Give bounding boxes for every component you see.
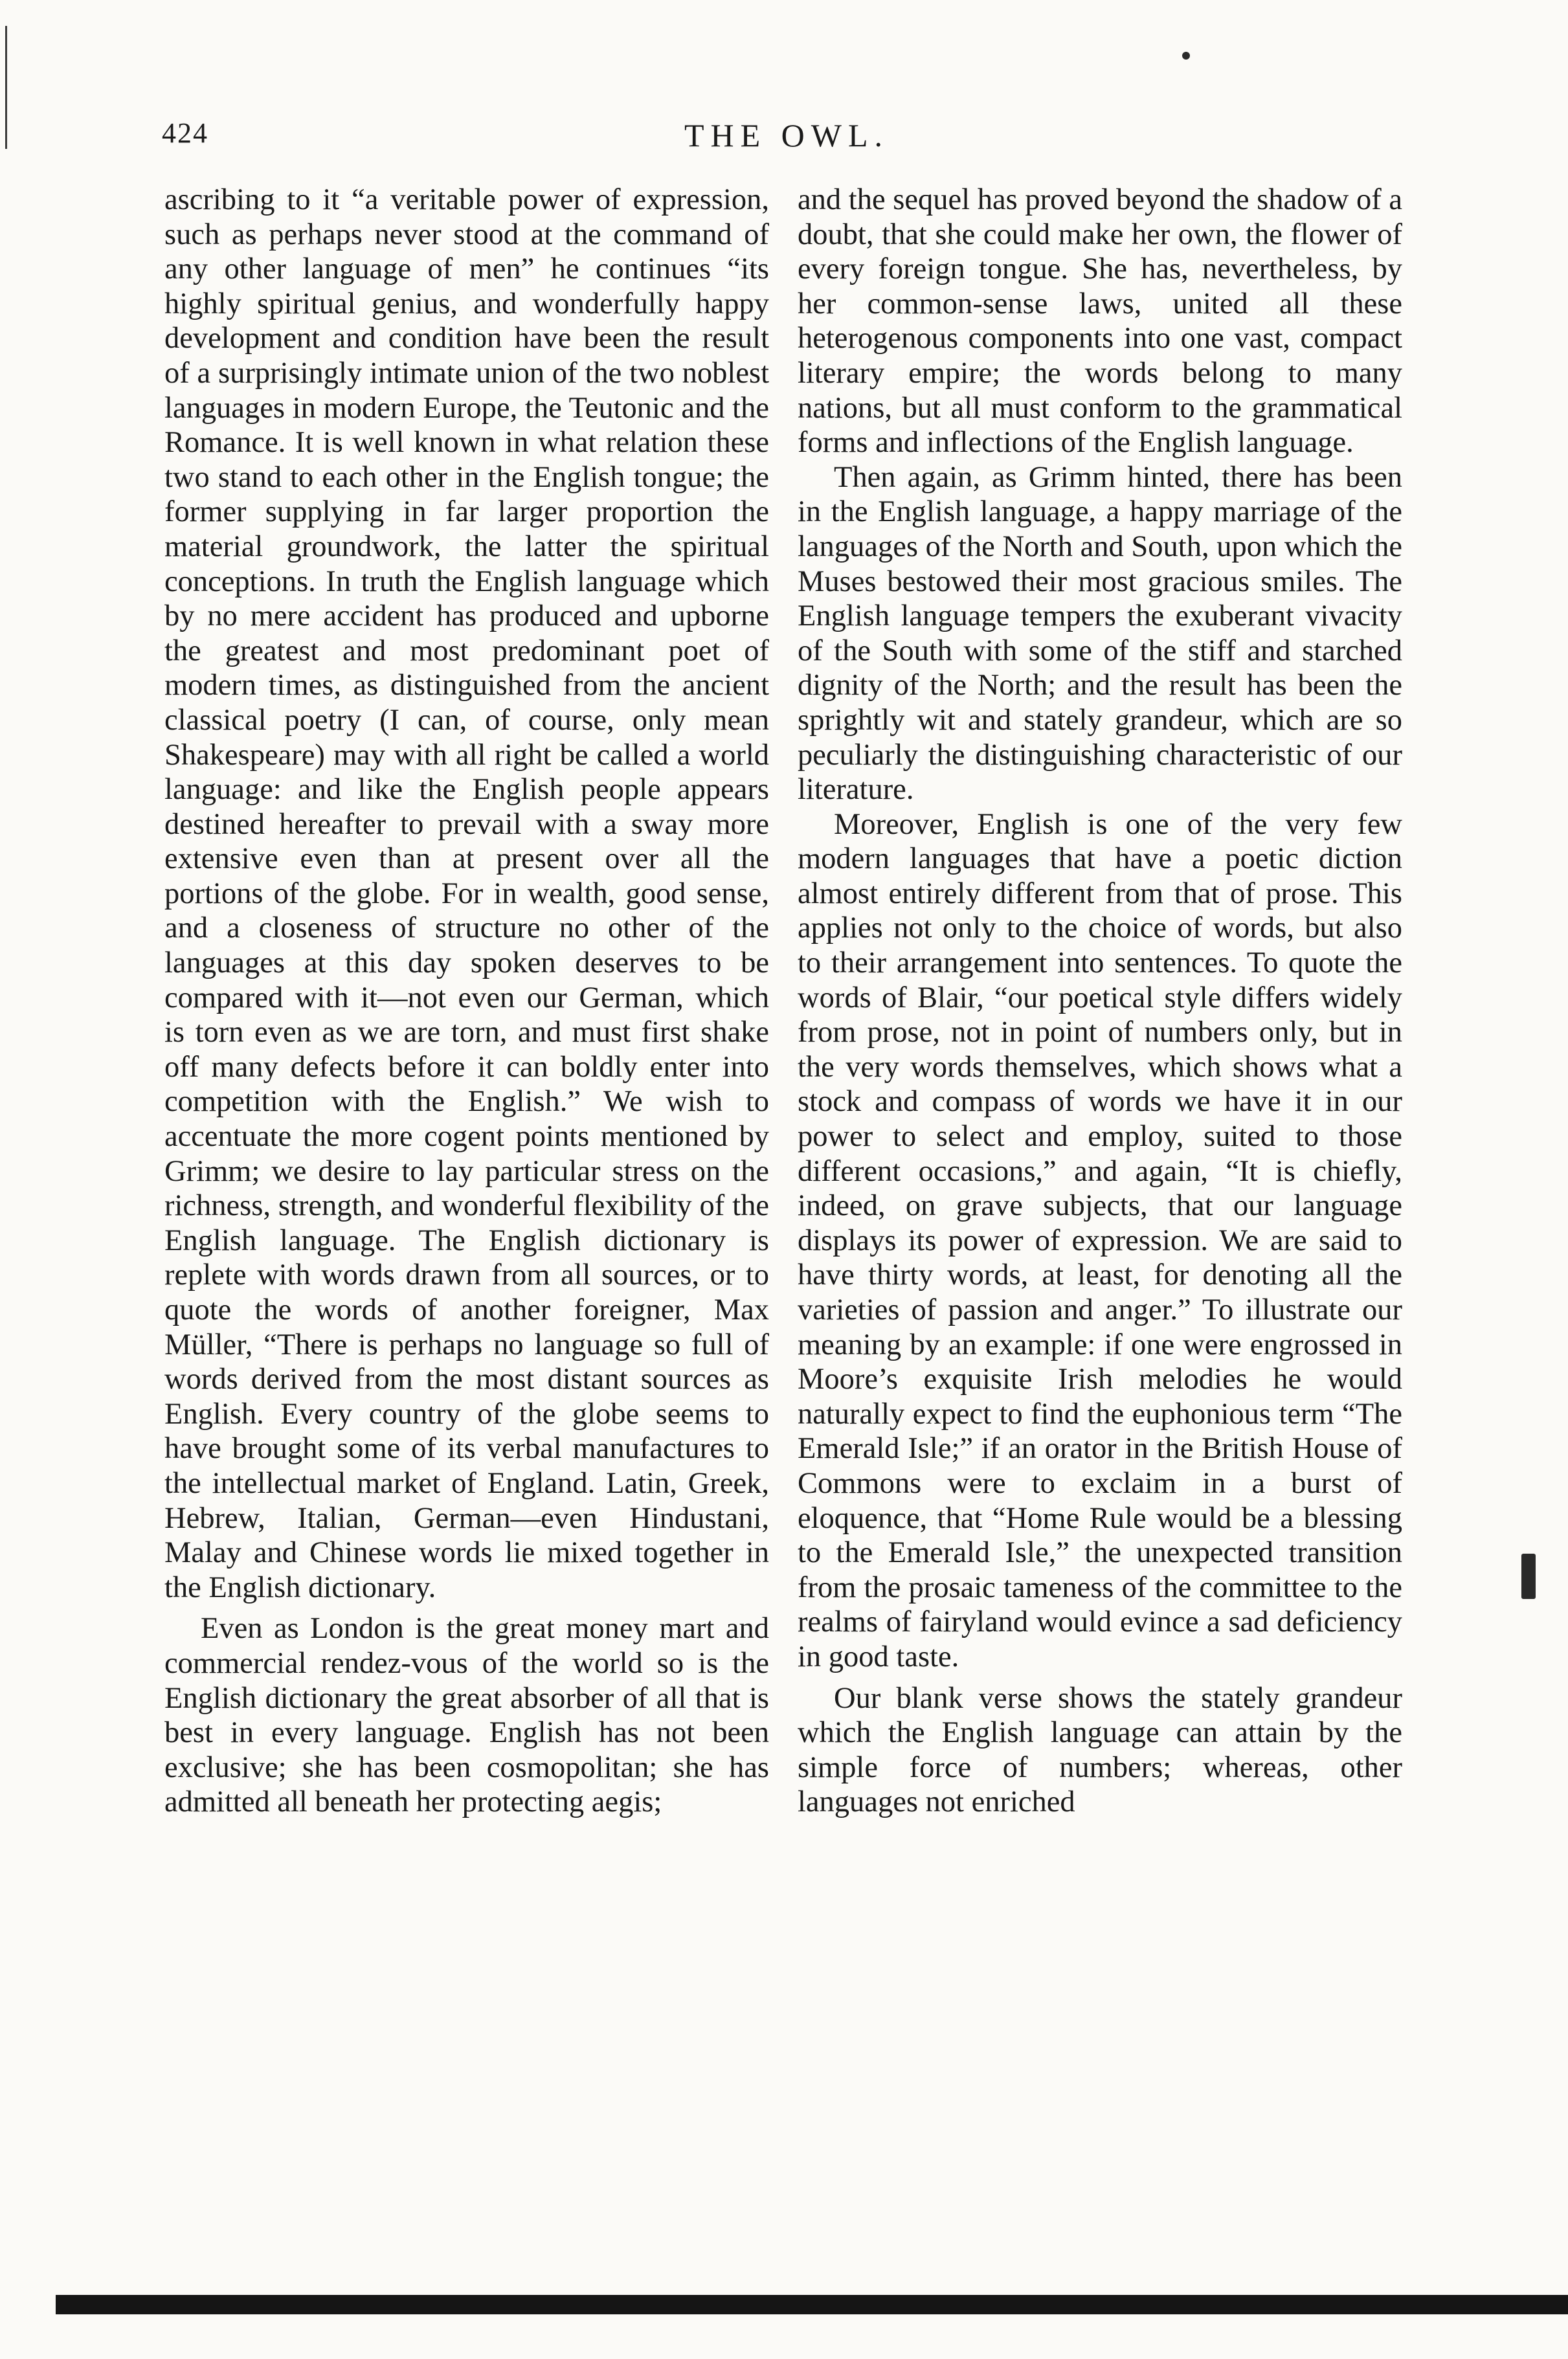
bottom-rule	[56, 2295, 1568, 2314]
page-number: 424	[162, 117, 208, 149]
paragraph: Moreover, English is one of the very few modern languages that have a poetic diction almost entirely different from that of prose. This applies not only to the choice of words, but also to their arrangement into sentences. To quote the words of Blair, “our poetical style differs widely from prose, not in point of numbers only, but in the very words themselves, which shows what a stock and compass of words we have it in our power to select and employ, suited to those different occasions,” and again, “It is chiefly, indeed, on grave subjects, that our language displays its power of expression. We are said to have thirty words, at least, for denoting all the varieties of passion and anger.” To illustrate our meaning by an example: if one were engrossed in Moore’s exquisite Irish melodies he would naturally expect to find the euphonious term “The Emerald Isle;” if an orator in the British House of Commons were to exclaim in a burst of eloquence, that “Home Rule would be a blessing to the Emerald Isle,” the unexpected transition from the prosaic tameness of the committee to the realms of fairyland would evince a sad deficiency in good taste.	[798, 807, 1402, 1673]
paragraph: Then again, as Grimm hinted, there has been in the English language, a happy marriage of the languages of the North and South, upon which the Muses bestowed their most gracious smiles. The English language tempers the exuberant vivacity of the South with some of the stiff and starched dignity of the North; and the result has been the sprightly wit and stately grandeur, which are so peculiarly the distinguishing characteristic of our literature.	[798, 460, 1402, 807]
paragraph: Our blank verse shows the stately grandeur which the English language can attain by the simple force of numbers; whereas, other languages not enriched	[798, 1681, 1402, 1819]
right-column	[798, 183, 1402, 1820]
running-title: THE OWL.	[684, 117, 890, 153]
paragraph: Even as London is the great money mart and commercial rendez-vous of the world so is the English dictionary the great absorber of all that is best in every language. English has not been exclusive; she has been cosmopolitan; she has admitted all beneath her protecting aegis;	[164, 1612, 769, 1819]
scan-speck	[1182, 52, 1190, 60]
scan-edge-mark	[1521, 1554, 1536, 1599]
scan-margin-mark	[5, 26, 7, 149]
left-column	[164, 183, 769, 1820]
paragraph: and the sequel has proved beyond the shadow of a doubt, that she could make her own, the flower of every foreign tongue. She has, nevertheless, by her common-sense laws, united all these heterogenous components into one vast, compact literary empire; the words belong to many nations, but all must conform to the grammatical forms and inflections of the English language.	[798, 183, 1402, 460]
page-header	[162, 110, 1411, 168]
paragraph: ascribing to it “a veritable power of expression, such as perhaps never stood at the command of any other language of men” he continues “its highly spiritual genius, and wonderfully happy development and condition have been the result of a surprisingly intimate union of the two noblest languages in modern Europe, the Teutonic and the Romance. It is well known in what relation these two stand to each other in the English tongue; the former supplying in far larger proportion the material groundwork, the latter the spiritual conceptions. In truth the English language which by no mere accident has produced and upborne the greatest and most predominant poet of modern times, as distinguished from the ancient classical poetry (I can, of course, only mean Shakespeare) may with all right be called a world language: and like the English people appears destined hereafter to prevail with a sway more extensive even than at present over all the portions of the globe. For in wealth, good sense, and a closeness of structure no other of the languages at this day spoken deserves to be compared with it—not even our German, which is torn even as we are torn, and must first shake off many defects before it can boldly enter into competition with the English.” We wish to accentuate the more cogent points mentioned by Grimm; we desire to lay particular stress on the richness, strength, and wonderful flexibility of the English language. The English dictionary is replete with words drawn from all sources, or to quote the words of another foreigner, Max Müller, “There is perhaps no language so full of words derived from the most distant sources as English. Every country of the globe seems to have brought some of its verbal manufactures to the intellectual market of England. Latin, Greek, Hebrew, Italian, German—even Hindustani, Malay and Chinese words lie mixed together in the English dictionary.	[164, 183, 769, 1604]
